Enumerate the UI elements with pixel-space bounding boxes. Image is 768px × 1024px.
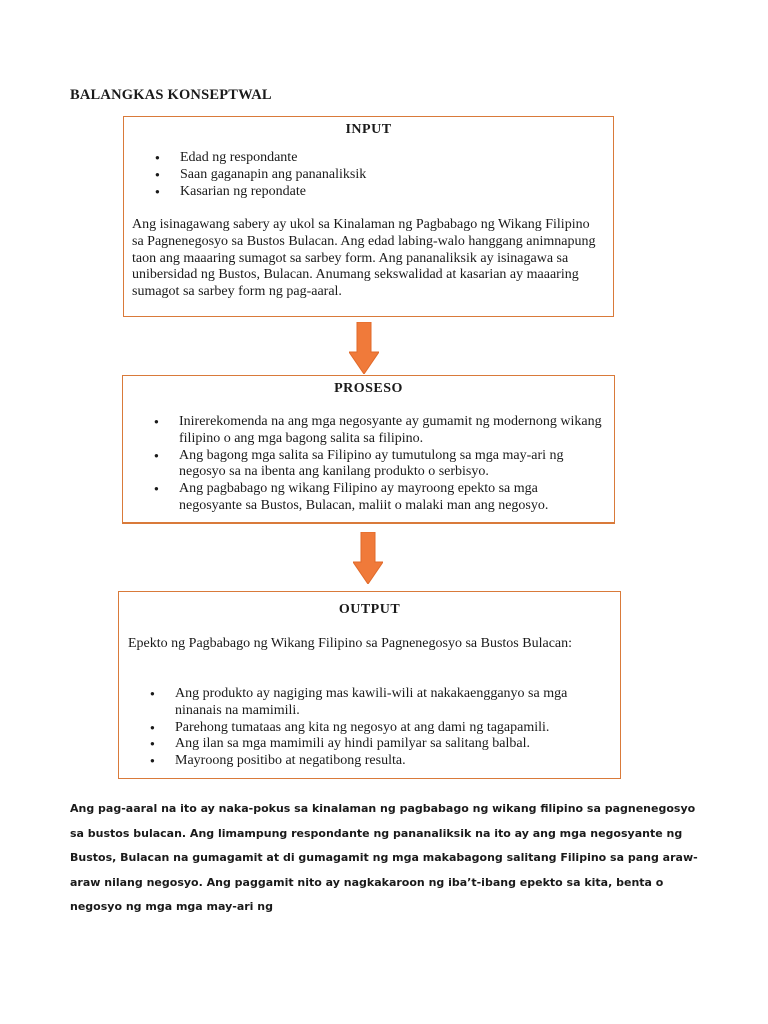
output-box — [118, 591, 621, 779]
list-item: ● Kasarian ng repondate — [180, 184, 603, 201]
input-box — [123, 116, 614, 317]
list-item: ● Ang produkto ay nagiging mas kawili-wili at nakakaengganyo sa mga ninanais na mamimili. — [175, 686, 610, 720]
list-item: ● Saan gaganapin ang pananaliksik — [180, 167, 603, 184]
proseso-title: PROSESO — [334, 381, 403, 396]
list-item: ● Ang bagong mga salita sa Filipino ay tumutulong sa mga may-ari ng negosyo sa na ibenta ang kanilang produkto o serbisyo. — [179, 448, 604, 482]
list-item: ● Edad ng respondante — [180, 150, 603, 167]
list-item: ● Ang ilan sa mga mamimili ay hindi pamilyar sa salitang balbal. — [175, 736, 610, 753]
input-bullet-list — [180, 150, 603, 200]
list-item: ● Inirerekomenda na ang mga negosyante ay gumamit ng modernong wikang filipino o ang mga bagong salita sa filipino. — [179, 414, 604, 448]
list-item: ● Mayroong positibo at negatibong resulta. — [175, 753, 610, 770]
down-arrow-icon — [353, 532, 383, 584]
input-title: INPUT — [345, 122, 392, 137]
body-paragraph: Ang pag-aaral na ito ay naka-pokus sa kinalaman ng pagbabago ng wikang filipino sa pagnenegosyo sa bustos bulacan. Ang limampung respondante ng pananaliksik na ito ay ang mga negosyante ng Bustos, Bulacan na gumagamit at di gumagamit ng mga makabagong salitang Filipino sa pang araw-araw nilang negosyo. Ang paggamit nito ay nagkakaroon ng iba’t-ibang epekto sa kita, benta o negosyo ng mga mga may-ari ng — [70, 802, 698, 913]
down-arrow-icon — [349, 322, 379, 374]
output-title: OUTPUT — [338, 602, 401, 617]
proseso-box — [122, 375, 615, 524]
input-paragraph: Ang isinagawang sabery ay ukol sa Kinalaman ng Pagbabago ng Wikang Filipino sa Pagnenegosyo sa Bustos Bulacan. Ang edad labing-walo hanggang animnapung taon ang maaaring sumagot sa sarbey form. Ang pananaliksik ay isinagawa sa unibersidad ng Bustos, Bulacan. Anumang sekswalidad at kasarian ay maaaring sumagot sa sarbey form ng pag-aaral. — [132, 217, 596, 300]
output-intro: Epekto ng Pagbabago ng Wikang Filipino sa Pagnenegosyo sa Bustos Bulacan: — [128, 636, 573, 651]
list-item: ● Parehong tumataas ang kita ng negosyo at ang dami ng tagapamili. — [175, 720, 610, 737]
output-bullet-list — [175, 686, 610, 770]
proseso-bullet-list — [179, 414, 604, 515]
list-item: ● Ang pagbabago ng wikang Filipino ay mayroong epekto sa mga negosyante sa Bustos, Bulacan, maliit o malaki man ang negosyo. — [179, 481, 604, 515]
page-heading: BALANGKAS KONSEPTWAL — [70, 87, 272, 103]
